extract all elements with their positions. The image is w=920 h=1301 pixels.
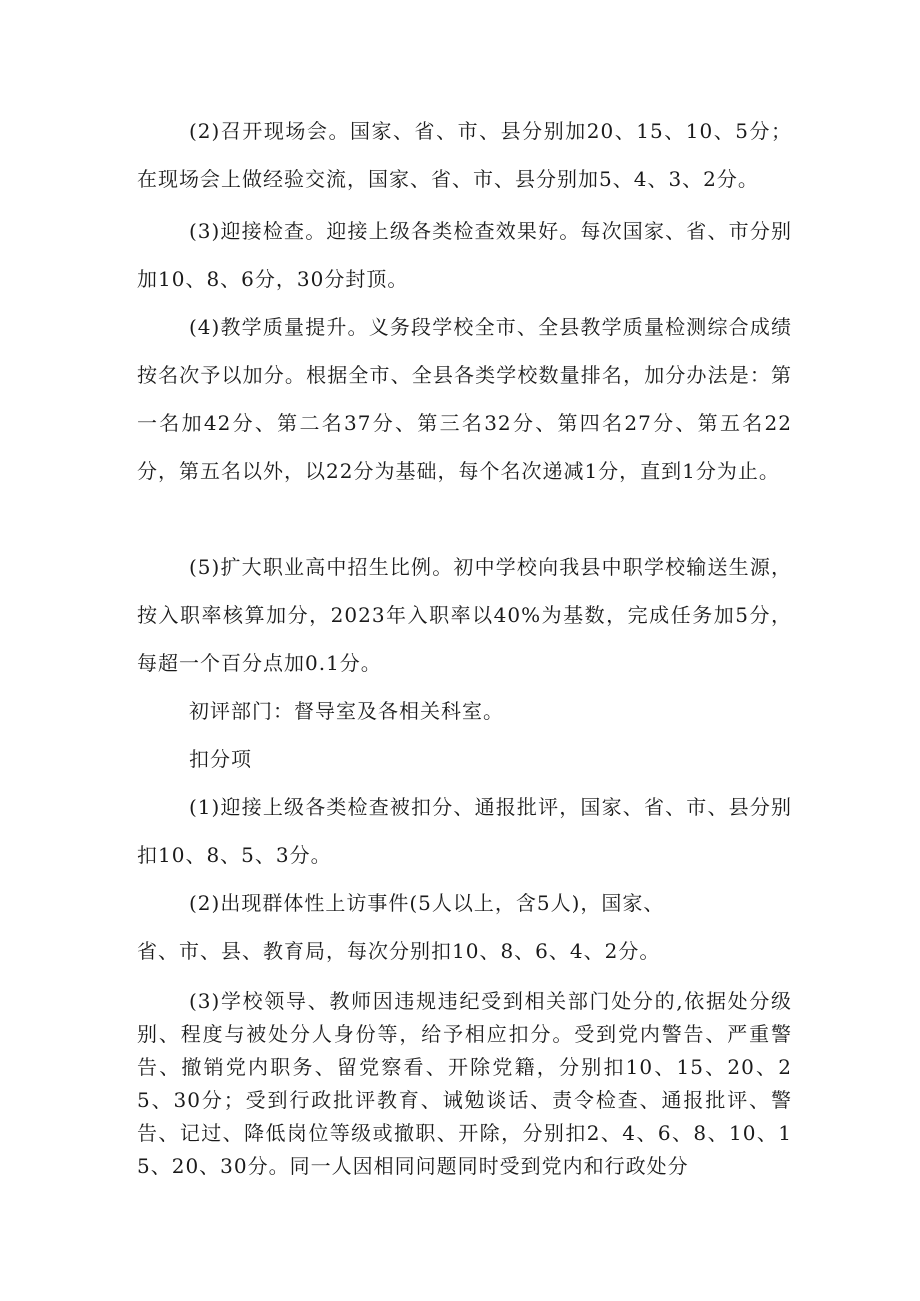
paragraph-deduction-2-petition-line2: 省、市、县、教育局，每次分别扣10、8、6、4、2分。 [137, 939, 661, 963]
paragraph-review-department: 初评部门：督导室及各相关科室。 [189, 699, 504, 723]
section-heading-deductions: 扣分项 [189, 747, 252, 771]
paragraph-item-2-onsite-meeting: (2)召开现场会。国家、省、市、县分别加20、15、10、5分；在现场会上做经验交流，国家、省、市、县分别加5、4、3、2分。 [137, 119, 792, 191]
paragraph-item-3-inspection: (3)迎接检查。迎接上级各类检查效果好。每次国家、省、市分别加10、8、6分，30分封顶。 [137, 219, 792, 291]
paragraph-deduction-1-inspection: (1)迎接上级各类检查被扣分、通报批评，国家、省、市、县分别扣10、8、5、3分。 [137, 795, 792, 867]
paragraph-item-5-vocational-enrollment: (5)扩大职业高中招生比例。初中学校向我县中职学校输送生源，按入职率核算加分，2023年入职率以40%为基数，完成任务加5分，每超一个百分点加0.1分。 [137, 555, 792, 675]
paragraph-item-4-teaching-quality: (4)教学质量提升。义务段学校全市、全县教学质量检测综合成绩按名次予以加分。根据全市、全县各类学校数量排名，加分办法是：第一名加42分、第二名37分、第三名32分、第四名27分、第五名22分，第五名以外，以22分为基础，每个名次递减1分，直到1分为止。 [137, 315, 792, 483]
paragraph-deduction-2-petition-line1: (2)出现群体性上访事件(5人以上，含5人)，国家、 [189, 891, 665, 915]
paragraph-deduction-3-disciplinary: (3)学校领导、教师因违规违纪受到相关部门处分的,依据处分级别、程度与被处分人身份等，给予相应扣分。受到党内警告、严重警告、撤销党内职务、留党察看、开除党籍，分别扣10、15、20、25、30分；受到行政批评教育、诫勉谈话、责令检查、通报批评、警告、记过、降低岗位等级或撤职、开除，分别扣2、4、6、8、10、15、20、30分。同一人因相同问题同时受到党内和行政处分 [137, 989, 792, 1178]
